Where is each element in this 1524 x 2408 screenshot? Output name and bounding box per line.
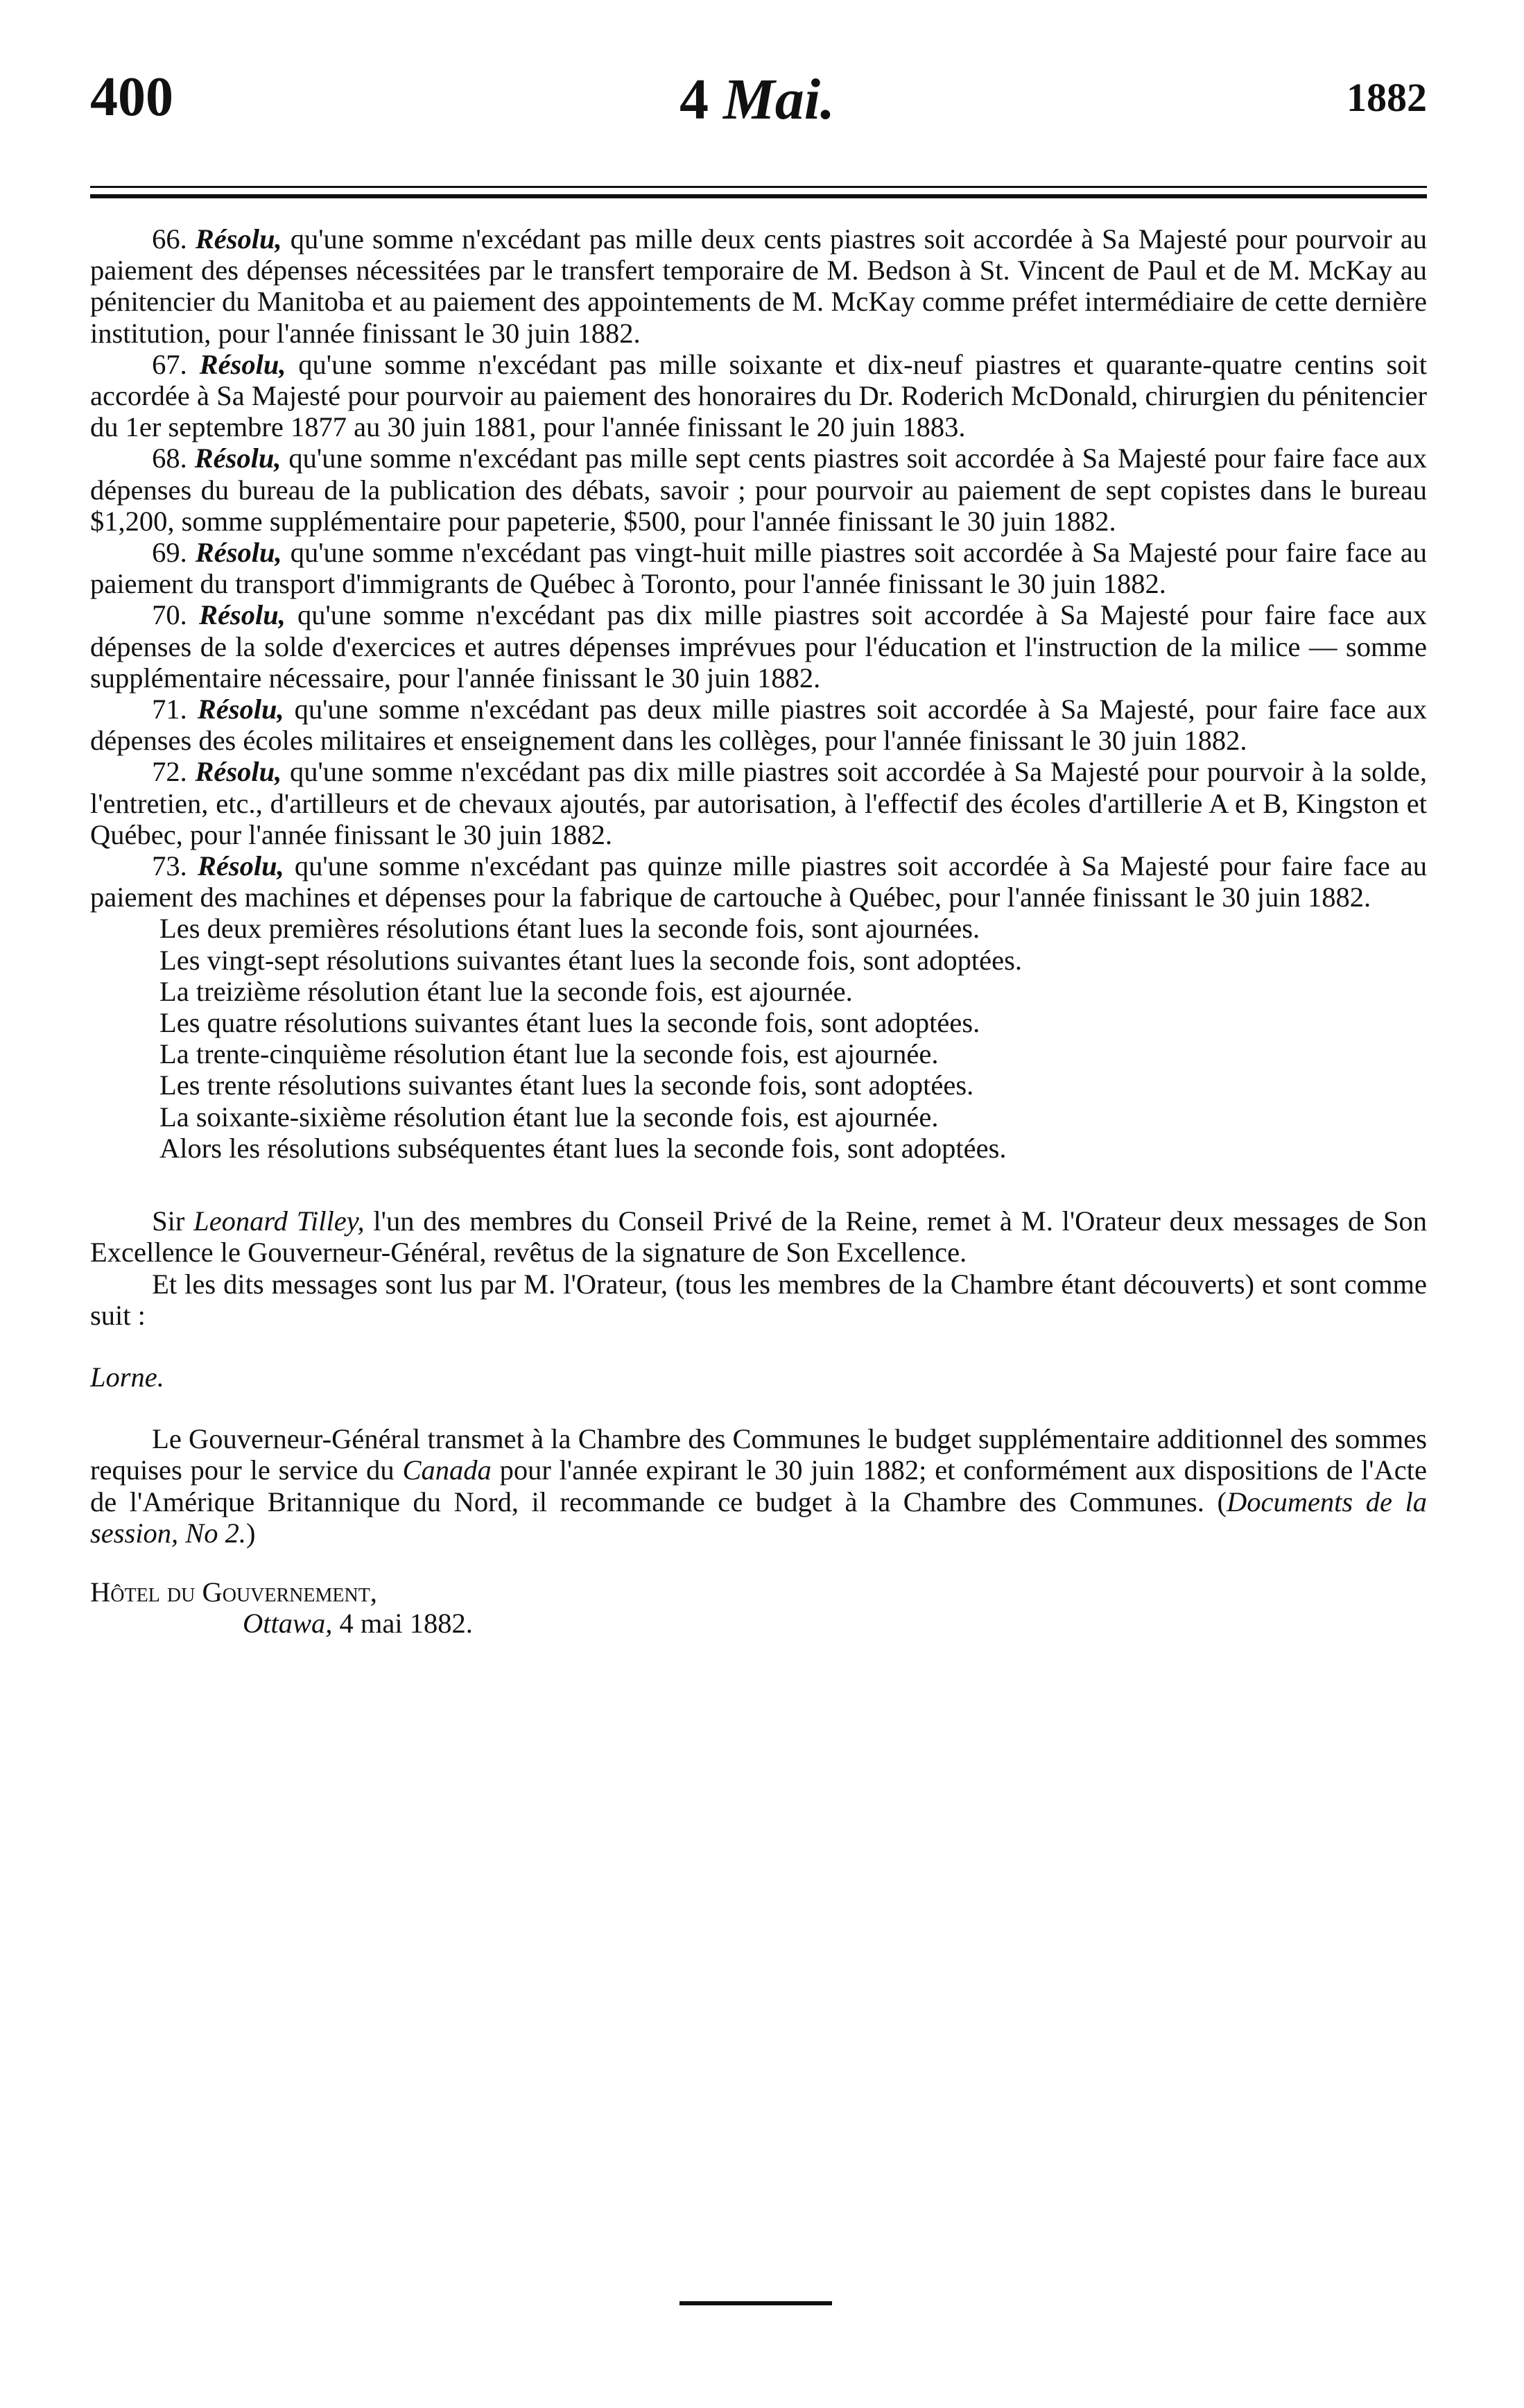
resolution-paragraph (90, 850, 1427, 913)
page-content (90, 223, 1427, 1639)
intro-text-b: l'un des membres du Conseil Privé de la Reine, remet à M. l'Orateur deux messages de Son Excellence le Gouverneur-Général, revêtus de la signature de Son Excellence. (90, 1205, 1428, 1268)
resolutions-list (90, 223, 1427, 913)
resolution-number: 67. (152, 348, 187, 380)
resolu-keyword: Résolu, (195, 756, 282, 788)
message-body-paragraph (90, 1423, 1427, 1549)
resolution-paragraph (90, 756, 1427, 850)
resolution-paragraph (90, 349, 1427, 443)
resolution-text: qu'une somme n'excédant pas dix mille piastres soit accordée à Sa Majesté pour faire face aux dépenses de la solde d'exercices et autres dépenses imprévues pour l'éducation et l'instruction de la milice — somme supplémentaire nécessaire, pour l'année finissant le 30 juin 1882. (90, 599, 1427, 694)
spacer (90, 1164, 1427, 1205)
resolution-number: 73. (152, 850, 187, 882)
resolution-text: qu'une somme n'excédant pas dix mille piastres soit accordée à Sa Majesté pour pourvoir à la solde, l'entretien, etc., d'artilleurs et de chevaux ajoutés, par autorisation, à l'effectif des écoles d'artillerie A et B, Kingston et Québec, pour l'année finissant le 30 juin 1882. (90, 756, 1427, 850)
minister-name: Leonard Tilley, (193, 1205, 365, 1237)
page-number: 400 (90, 67, 173, 128)
message-intro-paragraph (90, 1205, 1427, 1268)
resolution-text: qu'une somme n'excédant pas mille soixante et dix-neuf piastres et quarante-quatre centins soit accordée à Sa Majesté pour pourvoir au paiement des honoraires du Dr. Roderich McDonald, chirurgien du pénitencier du 1er septembre 1877 au 30 juin 1881, pour l'année finissant le 20 juin 1883. (90, 348, 1427, 443)
resolution-text: qu'une somme n'excédant pas mille deux cents piastres soit accordée à Sa Majesté pour pourvoir au paiement des dépenses nécessitées par le transfert temporaire de M. Bedson à St. Vincent de Paul et de M. McKay au pénitencier du Manitoba et au paiement des appointements de M. McKay comme préfet intermédiaire de cette dernière institution, pour l'année finissant le 30 juin 1882. (90, 223, 1428, 349)
date-month: Mai. (723, 67, 835, 132)
intro-text-a: Sir (152, 1205, 194, 1237)
summary-line: Les trente résolutions suivantes étant lues la seconde fois, sont adoptées. (159, 1069, 974, 1101)
message-read-paragraph: Et les dits messages sont lus par M. l'Orateur, (tous les membres de la Chambre étant découverts) et sont comme suit : (90, 1268, 1427, 1331)
message-text-c: ) (246, 1517, 256, 1549)
resolution-number: 71. (152, 694, 187, 725)
header-rule-thin (90, 186, 1427, 188)
resolution-number: 72. (152, 756, 187, 788)
page-year: 1882 (1347, 75, 1427, 120)
date-day: 4 (679, 67, 709, 132)
spacer (90, 1549, 1427, 1576)
resolution-text: qu'une somme n'excédant pas deux mille piastres soit accordée à Sa Majesté, pour faire face aux dépenses des écoles militaires et enseignement dans les collèges, pour l'année finissant le 30 juin 1882. (90, 694, 1427, 757)
canada-word: Canada (402, 1454, 492, 1486)
summary-line: La soixante-sixième résolution étant lue la seconde fois, est ajournée. (159, 1101, 939, 1133)
resolution-text: qu'une somme n'excédant pas vingt-huit mille piastres soit accordée à Sa Majesté pour faire face au paiement du transport d'immigrants de Québec à Toronto, pour l'année finissant le 30 juin 1882. (90, 537, 1428, 600)
message-text-a: Le Gouverneur-Général transmet à la Chambre des Communes le budget supplémentaire additionnel des sommes requises pour le service du (90, 1423, 1427, 1486)
reading-summary (90, 913, 1427, 1164)
resolu-keyword: Résolu, (195, 537, 282, 569)
resolution-text: qu'une somme n'excédant pas mille sept cents piastres soit accordée à Sa Majesté pour faire face aux dépenses du bureau de la publication des débats, savoir ; pour pourvoir au paiement de sept copistes dans le bureau $1,200, somme supplémentaire pour papeterie, $500, pour l'année finissant le 30 juin 1882. (90, 442, 1427, 537)
signature-lorne: Lorne. (90, 1361, 164, 1393)
message-text-b: pour l'année expirant le 30 juin 1882; et conformément aux dispositions de l'Acte de l'Amérique Britannique du Nord, il recommande ce budget à la Chambre des Communes. ( (90, 1454, 1427, 1517)
summary-line: La treizième résolution étant lue la seconde fois, est ajournée. (159, 975, 853, 1007)
resolu-keyword: Résolu, (197, 850, 284, 882)
summary-line: Les deux premières résolutions étant lues la seconde fois, sont ajournées. (159, 913, 980, 945)
end-rule (679, 2301, 832, 2305)
resolution-number: 66. (152, 223, 187, 255)
resolution-text: qu'une somme n'excédant pas quinze mille piastres soit accordée à Sa Majesté pour faire face au paiement des machines et dépenses pour la fabrique de cartouche à Québec, pour l'année finissant le 30 juin 1882. (90, 850, 1428, 913)
resolu-keyword: Résolu, (199, 348, 286, 380)
summary-line: Les quatre résolutions suivantes étant lues la seconde fois, sont adoptées. (159, 1007, 980, 1039)
page-header (90, 66, 1427, 142)
resolution-paragraph (90, 694, 1427, 756)
resolu-keyword: Résolu, (194, 442, 282, 474)
resolution-number: 68. (152, 442, 187, 474)
resolu-keyword: Résolu, (198, 599, 286, 631)
resolution-paragraph (90, 223, 1427, 349)
document-reference: Documents de la session, No 2. (90, 1486, 1427, 1549)
closing-date-line (90, 1608, 1427, 1639)
resolu-keyword: Résolu, (197, 694, 284, 725)
summary-line: La trente-cinquième résolution étant lue la seconde fois, est ajournée. (159, 1038, 939, 1070)
page-date (679, 66, 835, 133)
spacer (90, 1331, 1427, 1361)
resolution-paragraph (90, 537, 1427, 599)
summary-line: Alors les résolutions subséquentes étant lues la seconde fois, sont adoptées. (159, 1132, 1007, 1164)
resolu-keyword: Résolu, (195, 223, 282, 255)
summary-line: Les vingt-sept résolutions suivantes étant lues la seconde fois, sont adoptées. (159, 944, 1022, 976)
resolution-number: 70. (152, 599, 187, 631)
resolution-number: 69. (152, 537, 187, 569)
closing-date: 4 mai 1882. (332, 1608, 473, 1640)
header-rule-thick (90, 194, 1427, 198)
spacer (90, 1393, 1427, 1423)
closing-place: Ottawa, (243, 1608, 333, 1640)
resolution-paragraph (90, 599, 1427, 694)
closing-hotel: Hôtel du Gouvernement, (90, 1576, 377, 1608)
resolution-paragraph (90, 442, 1427, 537)
